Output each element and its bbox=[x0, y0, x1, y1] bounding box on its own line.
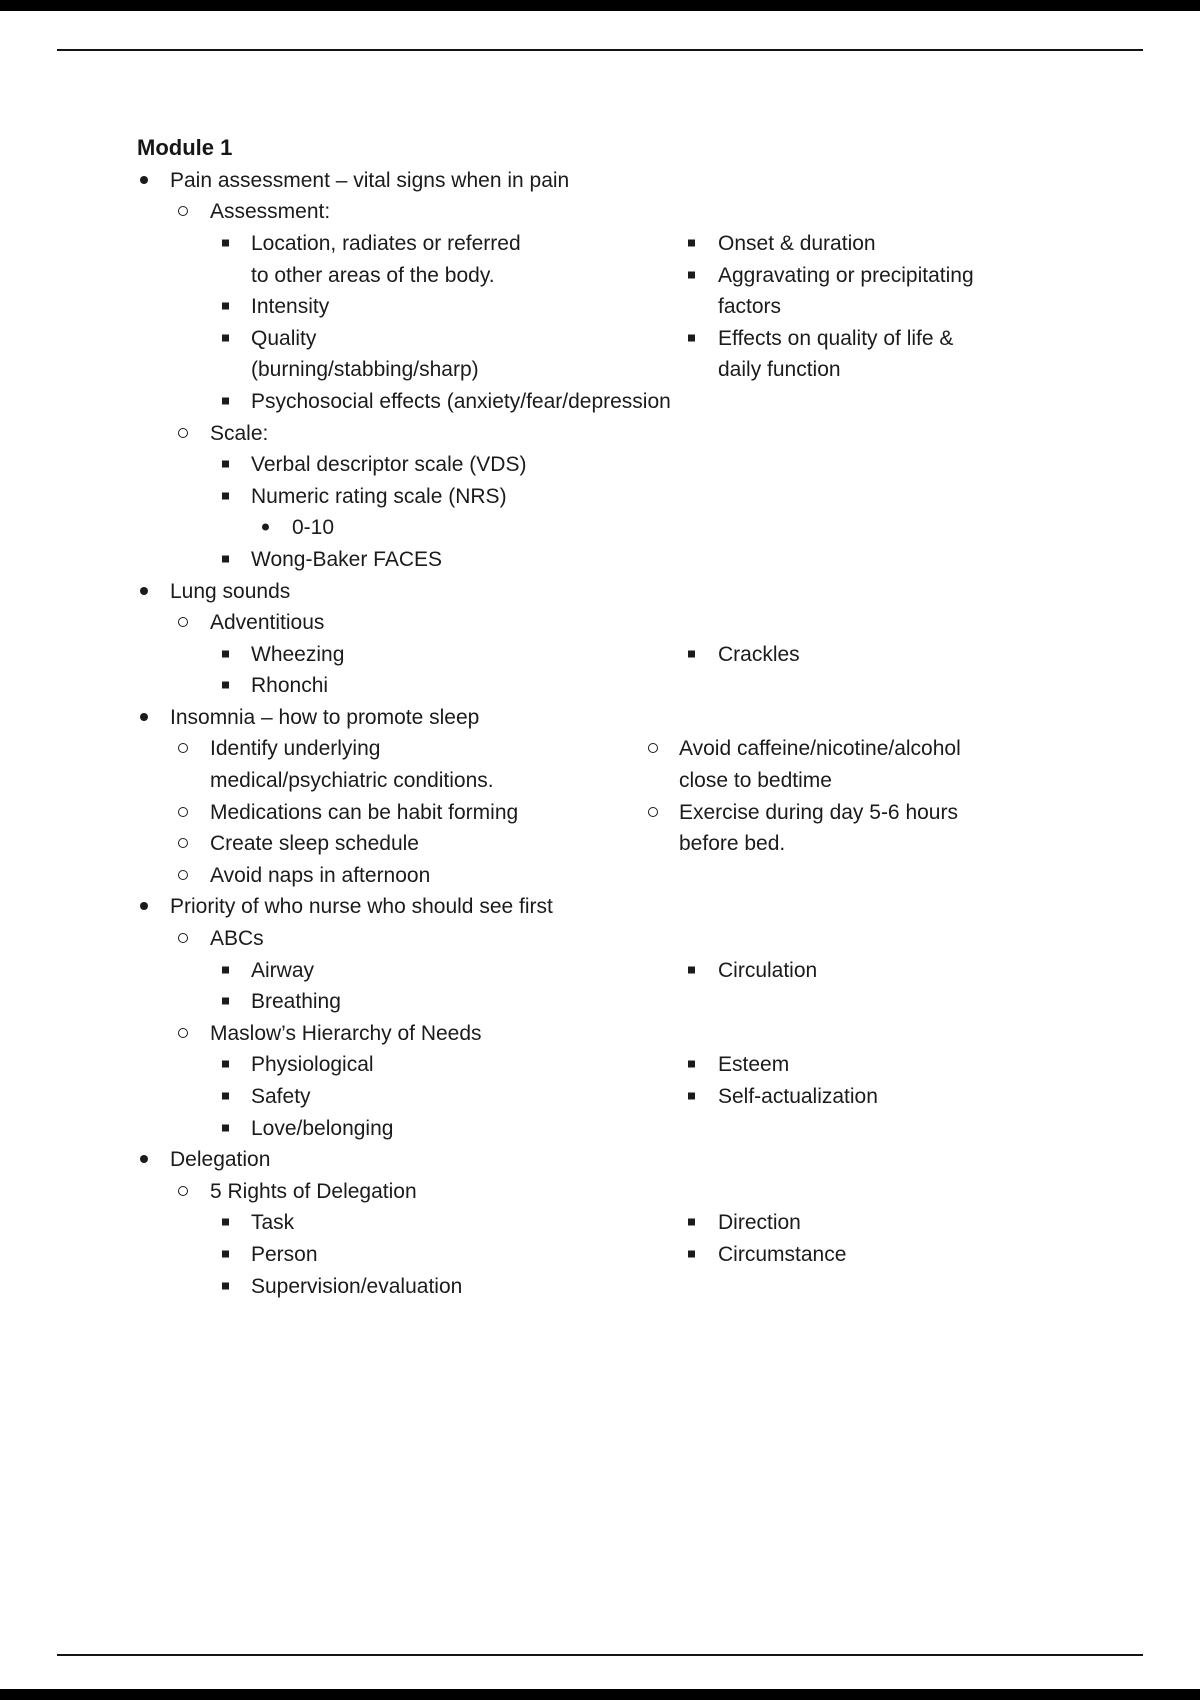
note-item-left bbox=[137, 607, 324, 639]
note-text: Create sleep schedule bbox=[210, 832, 419, 856]
note-item-left bbox=[137, 323, 316, 355]
square-bullet-icon bbox=[688, 334, 695, 341]
note-item-left bbox=[137, 828, 419, 860]
note-text: Love/belonging bbox=[251, 1116, 394, 1140]
square-bullet-icon bbox=[222, 682, 229, 689]
note-line bbox=[137, 607, 1147, 639]
note-item-left bbox=[137, 765, 494, 797]
note-text: Safety bbox=[251, 1085, 311, 1109]
note-line bbox=[137, 260, 1147, 292]
note-text: Esteem bbox=[718, 1053, 790, 1077]
square-bullet-icon bbox=[222, 492, 229, 499]
note-item-right bbox=[610, 797, 958, 829]
square-bullet-icon bbox=[222, 966, 229, 973]
note-line bbox=[137, 1176, 1147, 1208]
circle-bullet-icon bbox=[178, 206, 188, 216]
note-item-right bbox=[610, 1050, 789, 1082]
note-item-right bbox=[610, 828, 785, 860]
note-line bbox=[137, 165, 1147, 197]
note-line bbox=[137, 544, 1147, 576]
note-item-left bbox=[137, 544, 442, 576]
square-bullet-icon bbox=[688, 1061, 695, 1068]
square-bullet-icon bbox=[688, 1219, 695, 1226]
note-line bbox=[137, 418, 1147, 450]
square-bullet-icon bbox=[222, 397, 229, 404]
note-text: ABCs bbox=[210, 927, 264, 951]
note-line bbox=[137, 1050, 1147, 1082]
note-text: 0-10 bbox=[292, 516, 335, 540]
note-text: Location, radiates or referred bbox=[251, 231, 521, 255]
note-text: Scale: bbox=[210, 421, 269, 445]
circle-bullet-icon bbox=[178, 870, 188, 880]
note-line bbox=[137, 797, 1147, 829]
note-text: Lung sounds bbox=[170, 579, 291, 603]
note-item-left bbox=[137, 228, 521, 260]
note-text: Breathing bbox=[251, 990, 341, 1014]
circle-bullet-icon bbox=[178, 807, 188, 817]
note-item-left bbox=[137, 797, 518, 829]
note-line bbox=[137, 481, 1147, 513]
note-text: Psychosocial effects (anxiety/fear/depression bbox=[251, 389, 671, 413]
note-text: Maslow’s Hierarchy of Needs bbox=[210, 1021, 482, 1045]
note-item-right bbox=[610, 228, 876, 260]
square-bullet-icon bbox=[222, 1250, 229, 1257]
note-line bbox=[137, 860, 1147, 892]
note-line bbox=[137, 955, 1147, 987]
square-bullet-icon bbox=[222, 461, 229, 468]
note-line bbox=[137, 1208, 1147, 1240]
square-bullet-icon bbox=[222, 1282, 229, 1289]
note-item-right bbox=[610, 1081, 878, 1113]
square-bullet-icon bbox=[222, 998, 229, 1005]
note-text: Airway bbox=[251, 958, 315, 982]
note-text: Quality bbox=[251, 326, 317, 350]
note-text: Physiological bbox=[251, 1053, 374, 1077]
note-line bbox=[137, 765, 1147, 797]
note-line bbox=[137, 1144, 1147, 1176]
circle-bullet-icon bbox=[178, 933, 188, 943]
note-line bbox=[137, 639, 1147, 671]
note-text: Delegation bbox=[170, 1148, 271, 1172]
note-line bbox=[137, 323, 1147, 355]
note-text: Intensity bbox=[251, 295, 330, 319]
note-text: medical/psychiatric conditions. bbox=[210, 769, 494, 793]
note-text: Identify underlying bbox=[210, 737, 381, 761]
note-text: Crackles bbox=[718, 642, 800, 666]
note-item-left bbox=[137, 1271, 462, 1303]
square-bullet-icon bbox=[222, 334, 229, 341]
note-line bbox=[137, 513, 1147, 545]
note-line bbox=[137, 197, 1147, 229]
note-line bbox=[137, 923, 1147, 955]
note-item-left bbox=[137, 513, 334, 545]
note-item-left bbox=[137, 418, 268, 450]
note-item-left bbox=[137, 1081, 311, 1113]
note-text: Wong-Baker FACES bbox=[251, 547, 443, 571]
disc-bullet-icon bbox=[140, 1155, 148, 1163]
note-line bbox=[137, 892, 1147, 924]
square-bullet-icon bbox=[222, 303, 229, 310]
note-item-left bbox=[137, 1208, 294, 1240]
note-item-right bbox=[610, 1239, 846, 1271]
note-item-left bbox=[137, 1113, 393, 1145]
note-item-left bbox=[137, 355, 479, 387]
note-text: Direction bbox=[718, 1211, 801, 1235]
note-item-left bbox=[137, 1018, 482, 1050]
note-text: to other areas of the body. bbox=[251, 263, 495, 287]
disc-bullet-icon bbox=[140, 902, 148, 910]
square-bullet-icon bbox=[688, 1250, 695, 1257]
note-text: Rhonchi bbox=[251, 674, 329, 698]
note-item-right bbox=[610, 260, 974, 292]
note-line bbox=[137, 228, 1147, 260]
note-text: Priority of who nurse who should see first bbox=[170, 895, 553, 919]
square-bullet-icon bbox=[222, 239, 229, 246]
note-line bbox=[137, 734, 1147, 766]
notes-list bbox=[137, 165, 1147, 1302]
note-item-left bbox=[137, 1144, 270, 1176]
note-item-left bbox=[137, 291, 329, 323]
circle-bullet-icon bbox=[178, 743, 188, 753]
note-text: Circulation bbox=[718, 958, 818, 982]
note-item-left bbox=[137, 702, 479, 734]
note-item-right bbox=[610, 765, 832, 797]
note-item-left bbox=[137, 1176, 417, 1208]
note-line bbox=[137, 1239, 1147, 1271]
note-item-left bbox=[137, 260, 495, 292]
note-item-left bbox=[137, 986, 341, 1018]
note-line bbox=[137, 1113, 1147, 1145]
note-item-left bbox=[137, 734, 380, 766]
note-line bbox=[137, 355, 1147, 387]
notes-content bbox=[137, 131, 1147, 1302]
note-item-left bbox=[137, 955, 314, 987]
note-line bbox=[137, 576, 1147, 608]
note-text: close to bedtime bbox=[679, 769, 832, 793]
disc-bullet-icon bbox=[140, 587, 148, 595]
square-bullet-icon bbox=[222, 555, 229, 562]
square-bullet-icon bbox=[688, 271, 695, 278]
note-line bbox=[137, 1018, 1147, 1050]
note-line bbox=[137, 1271, 1147, 1303]
note-text: Circumstance bbox=[718, 1242, 847, 1266]
circle-bullet-icon bbox=[178, 617, 188, 627]
note-item-right bbox=[610, 1208, 801, 1240]
note-text: Avoid caffeine/nicotine/alcohol bbox=[679, 737, 961, 761]
circle-bullet-icon bbox=[178, 1028, 188, 1038]
note-text: Wheezing bbox=[251, 642, 345, 666]
note-text: Exercise during day 5-6 hours bbox=[679, 800, 958, 824]
note-text: Avoid naps in afternoon bbox=[210, 863, 431, 887]
note-item-left bbox=[137, 197, 330, 229]
circle-bullet-icon bbox=[648, 743, 658, 753]
note-text: daily function bbox=[718, 358, 841, 382]
note-text: Effects on quality of life & bbox=[718, 326, 954, 350]
page-title: Module 1 bbox=[137, 135, 233, 160]
note-item-right bbox=[610, 323, 953, 355]
note-text: Aggravating or precipitating bbox=[718, 263, 974, 287]
square-bullet-icon bbox=[222, 650, 229, 657]
circle-bullet-icon bbox=[178, 428, 188, 438]
note-item-left bbox=[137, 576, 290, 608]
note-item-left bbox=[137, 1050, 374, 1082]
disc-bullet-icon bbox=[262, 524, 269, 531]
note-line bbox=[137, 386, 1147, 418]
note-text: Numeric rating scale (NRS) bbox=[251, 484, 507, 508]
header-rule bbox=[57, 49, 1143, 51]
disc-bullet-icon bbox=[140, 176, 148, 184]
note-item-left bbox=[137, 860, 430, 892]
square-bullet-icon bbox=[222, 1061, 229, 1068]
note-text: Insomnia – how to promote sleep bbox=[170, 705, 480, 729]
note-line bbox=[137, 671, 1147, 703]
note-item-right bbox=[610, 734, 961, 766]
square-bullet-icon bbox=[222, 1124, 229, 1131]
note-text: Person bbox=[251, 1242, 318, 1266]
note-text: Onset & duration bbox=[718, 231, 876, 255]
circle-bullet-icon bbox=[178, 838, 188, 848]
note-text: 5 Rights of Delegation bbox=[210, 1179, 417, 1203]
note-text: Medications can be habit forming bbox=[210, 800, 519, 824]
square-bullet-icon bbox=[222, 1219, 229, 1226]
note-item-right bbox=[610, 955, 817, 987]
note-item-left bbox=[137, 449, 526, 481]
note-text: Assessment: bbox=[210, 200, 331, 224]
note-text: Adventitious bbox=[210, 611, 325, 635]
note-item-right bbox=[610, 355, 841, 387]
note-text: factors bbox=[718, 295, 782, 319]
circle-bullet-icon bbox=[178, 1186, 188, 1196]
note-text: Supervision/evaluation bbox=[251, 1274, 463, 1298]
note-text: Self-actualization bbox=[718, 1085, 878, 1109]
note-text: before bed. bbox=[679, 832, 786, 856]
note-item-left bbox=[137, 165, 569, 197]
note-item-left bbox=[137, 923, 264, 955]
note-item-left bbox=[137, 386, 671, 418]
note-item-right bbox=[610, 291, 781, 323]
note-item-left bbox=[137, 639, 344, 671]
note-text: Pain assessment – vital signs when in pain bbox=[170, 168, 570, 192]
disc-bullet-icon bbox=[140, 713, 148, 721]
note-item-left bbox=[137, 671, 328, 703]
note-line bbox=[137, 828, 1147, 860]
circle-bullet-icon bbox=[648, 807, 658, 817]
note-line bbox=[137, 986, 1147, 1018]
note-item-left bbox=[137, 1239, 318, 1271]
note-text: Verbal descriptor scale (VDS) bbox=[251, 453, 527, 477]
note-item-left bbox=[137, 481, 507, 513]
note-text: (burning/stabbing/sharp) bbox=[251, 358, 479, 382]
square-bullet-icon bbox=[222, 1093, 229, 1100]
square-bullet-icon bbox=[688, 650, 695, 657]
square-bullet-icon bbox=[688, 239, 695, 246]
note-line bbox=[137, 291, 1147, 323]
top-border-bar bbox=[0, 0, 1200, 11]
note-line bbox=[137, 449, 1147, 481]
square-bullet-icon bbox=[688, 1093, 695, 1100]
note-text: Task bbox=[251, 1211, 295, 1235]
note-line bbox=[137, 1081, 1147, 1113]
footer-rule bbox=[57, 1654, 1143, 1656]
note-item-left bbox=[137, 892, 553, 924]
note-line bbox=[137, 702, 1147, 734]
note-item-right bbox=[610, 639, 800, 671]
square-bullet-icon bbox=[688, 966, 695, 973]
bottom-border-bar bbox=[0, 1689, 1200, 1700]
